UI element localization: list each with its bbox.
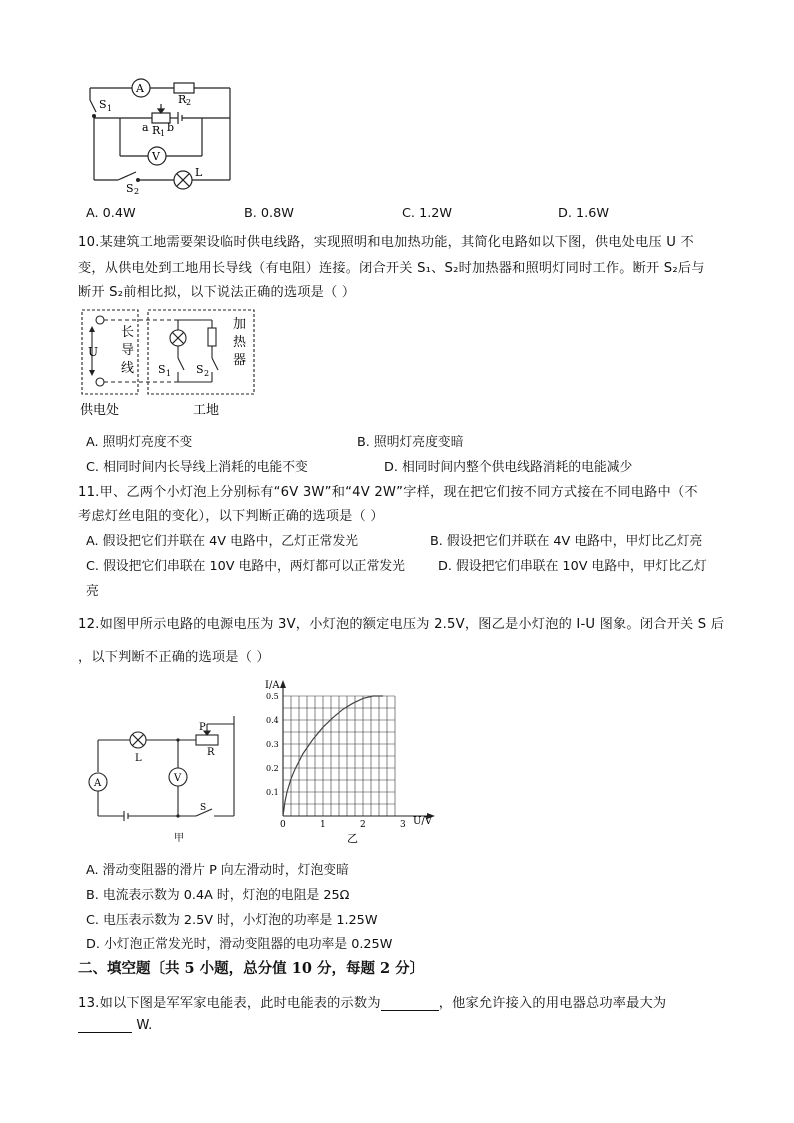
y-tick-label: 0.5 — [266, 692, 279, 701]
q9-r1-sub: 1 — [160, 129, 166, 138]
q13-line-1 — [78, 992, 666, 1011]
q9-r2-sub: 2 — [186, 98, 192, 107]
q10-heater-char-2: 热 — [233, 335, 247, 350]
q12-circuit-caption: 甲 — [174, 833, 184, 844]
q10-site-label: 工地 — [193, 403, 220, 418]
q12-lamp-label: L — [135, 753, 142, 764]
q10-heater-char-3: 器 — [233, 353, 247, 368]
q11-option-a: A. 假设把它们并联在 4V 电路中，乙灯正常发光 — [86, 534, 359, 549]
q13-text-a: 13.如以下图是军军家电能表，此时电能表的示数为 — [78, 996, 381, 1011]
q10-option-d: D. 相同时间内整个供电线路消耗的电能减少 — [384, 460, 633, 475]
q11-line-1: 11.甲、乙两个小灯泡上分别标有“6V 3W”和“4V 2W”字样，现在把它们按不同方式接在不同电路中（不 — [78, 485, 698, 500]
chart-ylabel: I/A — [265, 680, 280, 691]
q12-option-d: D. 小灯泡正常发光时，滑动变阻器的电功率是 0.25W — [86, 937, 393, 952]
x-tick-label: 0 — [280, 820, 286, 830]
y-tick-label: 0.4 — [266, 716, 279, 725]
q12-option-a: A. 滑动变阻器的滑片 P 向左滑动时，灯泡变暗 — [86, 863, 349, 878]
chart-caption: 乙 — [347, 832, 358, 845]
q13-line-2 — [78, 1017, 153, 1033]
x-tick-label: 1 — [320, 820, 326, 830]
q10-option-a: A. 照明灯亮度不变 — [86, 435, 193, 450]
q12-line-1: 12.如图甲所示电路的电源电压为 3V，小灯泡的额定电压为 2.5V，图乙是小灯泡的 I-U 图象。闭合开关 S 后 — [78, 617, 725, 632]
y-tick-label: 0.3 — [266, 740, 279, 749]
x-tick-label: 3 — [400, 820, 406, 830]
q13-blank-2[interactable] — [78, 1017, 132, 1033]
q9-lamp-label: L — [195, 166, 203, 179]
chart-xlabel: U/V — [413, 816, 433, 827]
q12-iu-chart — [255, 676, 445, 848]
q10-option-c: C. 相同时间内长导线上消耗的电能不变 — [86, 460, 308, 475]
q12-r-label: R — [207, 747, 215, 758]
q13-blank-1[interactable] — [381, 995, 439, 1011]
q9-option-c: C. 1.2W — [402, 206, 453, 221]
q9-option-a: A. 0.4W — [86, 206, 136, 221]
q10-heater-char-1: 加 — [233, 317, 247, 332]
q9-s1-sub: 1 — [107, 104, 113, 113]
q10-u-label: U — [88, 345, 99, 359]
q11-option-d-cont: 亮 — [86, 584, 99, 599]
q11-option-b: B. 假设把它们并联在 4V 电路中，甲灯比乙灯亮 — [430, 534, 703, 549]
q10-s1-sub: 1 — [166, 369, 172, 378]
q13-text-c: W. — [132, 1018, 153, 1033]
q12-s-label: S — [200, 803, 207, 813]
q10-line-2: 变，从供电处到工地用长导线（有电阻）连接。闭合开关 S₁、S₂时加热器和照明灯同时工作。断开 S₂后与 — [78, 261, 705, 276]
q13-text-b: ，他家允许接入的用电器总功率最大为 — [438, 996, 667, 1011]
q10-wire-char-2: 导 — [121, 343, 135, 358]
q10-circuit-diagram — [78, 306, 268, 422]
q9-b-label: b — [167, 121, 175, 134]
q12-line-2: ，以下判断不正确的选项是（ ） — [78, 650, 270, 665]
q9-ammeter-label: A — [136, 82, 144, 95]
q12-circuit-diagram — [84, 710, 244, 846]
q12-option-c: C. 电压表示数为 2.5V 时，小灯泡的功率是 1.25W — [86, 913, 378, 928]
q9-a-label: a — [142, 121, 149, 134]
q9-option-d: D. 1.6W — [558, 206, 609, 221]
q9-s2-label: S — [126, 182, 134, 194]
y-tick-label: 0.2 — [266, 764, 279, 773]
q11-line-2: 考虑灯丝电阻的变化），以下判断正确的选项是（ ） — [78, 509, 384, 524]
q9-s1-label: S — [99, 98, 107, 111]
q10-s2-label: S — [196, 363, 204, 376]
q10-wire-char-3: 线 — [121, 361, 135, 376]
q11-option-c: C. 假设把它们串联在 10V 电路中，两灯都可以正常发光 — [86, 559, 405, 574]
q9-s2-sub: 2 — [134, 187, 140, 194]
y-tick-label: 0.1 — [266, 788, 279, 797]
q10-line-3: 断开 S₂前相比拟，以下说法正确的选项是（ ） — [78, 285, 356, 300]
q12-ammeter-label: A — [94, 778, 102, 789]
q10-s2-sub: 2 — [204, 369, 210, 378]
x-tick-label: 2 — [360, 820, 366, 830]
q10-supply-label: 供电处 — [80, 403, 120, 418]
q9-voltmeter-label: V — [152, 150, 160, 163]
q11-option-d: D. 假设把它们串联在 10V 电路中，甲灯比乙灯 — [438, 559, 707, 574]
q10-s1-label: S — [158, 363, 166, 376]
q10-wire-char-1: 长 — [121, 325, 135, 340]
section2-heading: 二、填空题〔共 5 小题，总分值 10 分，每题 2 分〕 — [78, 960, 425, 977]
q12-option-b: B. 电流表示数为 0.4A 时，灯泡的电阻是 25Ω — [86, 888, 350, 903]
q9-option-b: B. 0.8W — [244, 206, 294, 221]
q10-line-1: 10.某建筑工地需要架设临时供电线路，实现照明和电加热功能，其简化电路如以下图，供电处电压 U 不 — [78, 235, 694, 250]
q9-circuit-diagram — [80, 74, 240, 194]
q12-p-label: P — [199, 722, 206, 733]
q9-r2-label: R — [178, 93, 187, 106]
q9-r1-label: R — [152, 124, 161, 137]
q12-voltmeter-label: V — [174, 773, 182, 784]
q10-option-b: B. 照明灯亮度变暗 — [357, 435, 464, 450]
